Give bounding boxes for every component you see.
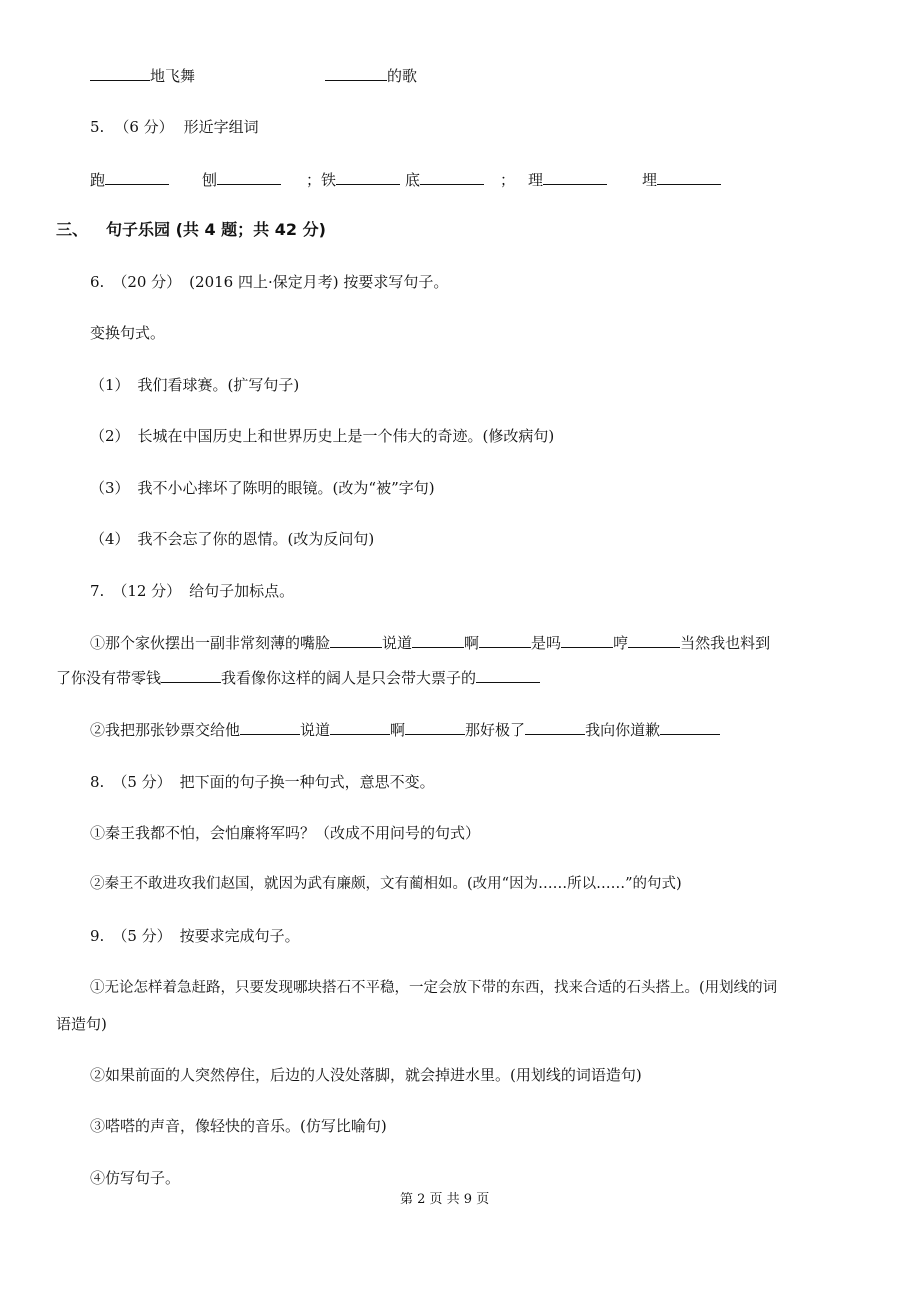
answer-blank[interactable] [476,668,540,683]
question-6-item [90,529,374,549]
question-score: （5 分） [112,927,172,945]
sentence-part: 是吗 [531,634,562,652]
sentence-part: 啊 [464,634,480,652]
top-fill-line-2 [325,66,417,86]
answer-blank[interactable] [657,170,721,185]
sentence-part: ②我把那张钞票交给他 [90,721,241,739]
item-text: 我不会忘了你的恩情。(改为反问句) [137,530,375,548]
answer-blank[interactable] [105,170,169,185]
item-number: （4） [90,530,130,548]
answer-blank[interactable] [217,170,281,185]
sentence-part: 啊 [390,721,406,739]
answer-blank[interactable] [161,668,221,683]
section-title: 句子乐园 (共 4 题；共 42 分) [106,220,326,239]
answer-blank[interactable] [330,633,382,648]
question-prompt: 形近字组词 [183,118,259,136]
question-7-header [90,581,294,601]
answer-blank[interactable] [525,720,585,735]
answer-blank[interactable] [325,66,387,81]
separator: ； [500,171,516,189]
question-number: 6. [90,273,105,291]
question-5-chars [202,170,281,190]
item-number: （2） [90,427,130,445]
sentence-part: ①那个家伙摆出一副非常刻薄的嘴脸 [90,634,331,652]
question-6-item [90,426,554,446]
answer-blank[interactable] [330,720,390,735]
char: 理 [528,171,544,189]
char: 跑 [90,171,106,189]
question-5-chars [642,170,721,190]
question-number: 8. [90,773,105,791]
question-prompt: (2016 四上·保定月考) 按要求写句子。 [189,273,449,291]
answer-blank[interactable] [90,66,150,81]
question-8-item: ①秦王我都不怕，会怕廉将军吗？（改成不用问号的句式） [90,824,481,842]
question-9-item: ①无论怎样着急赶路，只要发现哪块搭石不平稳，一定会放下带的东西，找来合适的石头搭上。(用划线的词 [90,980,778,996]
question-score: （6 分） [114,118,174,136]
sentence-part: 说道 [382,634,413,652]
question-5-chars [306,170,400,190]
answer-blank[interactable] [420,170,484,185]
question-6-header [90,272,448,292]
answer-blank[interactable] [628,633,680,648]
page-footer: 第 2 页 共 9 页 [400,1192,490,1207]
char: 刨 [202,171,218,189]
answer-blank[interactable] [336,170,400,185]
sentence-part: 当然我也料到 [680,634,771,652]
question-7-sentence-2 [90,720,720,740]
question-number: 5. [90,118,105,136]
question-9-item: ③嗒嗒的声音，像轻快的音乐。(仿写比喻句) [90,1117,387,1135]
question-number: 7. [90,582,105,600]
question-6-item [90,375,299,395]
answer-blank[interactable] [405,720,465,735]
sentence-part: 我看像你这样的阔人是只会带大票子的 [221,669,477,687]
item-text: 我不小心摔坏了陈明的眼镜。(改为“被”字句) [137,479,435,497]
question-9-item: ②如果前面的人突然停住，后边的人没处落脚，就会掉进水里。(用划线的词语造句) [90,1066,642,1084]
question-number: 9. [90,927,105,945]
question-5-header [90,117,259,137]
question-5-chars [500,170,515,190]
fill-text: 地飞舞 [150,67,196,85]
question-score: （5 分） [112,773,172,791]
item-number: （1） [90,376,130,394]
answer-blank[interactable] [561,633,613,648]
question-5-chars [405,170,484,190]
item-number: （3） [90,479,130,497]
question-9-item-cont: 语造句) [56,1015,107,1033]
sentence-part: 了你没有带零钱 [56,669,162,687]
section-number: 三、 [56,220,89,239]
char: ；铁 [306,171,337,189]
question-6-item [90,478,435,498]
question-prompt: 按要求完成句子。 [179,927,300,945]
top-fill-line [90,66,195,86]
item-text: 我们看球赛。(扩写句子) [137,376,300,394]
question-6-intro: 变换句式。 [90,324,166,342]
answer-blank[interactable] [479,633,531,648]
answer-blank[interactable] [543,170,607,185]
answer-blank[interactable] [660,720,720,735]
sentence-part: 我向你道歉 [585,721,661,739]
question-prompt: 把下面的句子换一种句式，意思不变。 [179,773,435,791]
question-prompt: 给句子加标点。 [189,582,295,600]
char: 埋 [642,171,658,189]
answer-blank[interactable] [412,633,464,648]
question-7-sentence-1 [90,633,770,653]
answer-blank[interactable] [240,720,300,735]
question-score: （20 分） [112,273,182,291]
sentence-part: 那好极了 [465,721,526,739]
section-heading [56,220,326,240]
sentence-part: 哼 [613,634,629,652]
question-8-header [90,772,435,792]
item-text: 长城在中国历史上和世界历史上是一个伟大的奇迹。(修改病句) [137,427,555,445]
question-8-item: ②秦王不敢进攻我们赵国，就因为武有廉颇，文有蔺相如。(改用“因为……所以……”的句式) [90,876,682,892]
sentence-part: 说道 [300,721,331,739]
question-5-chars [90,170,169,190]
question-5-chars [528,170,607,190]
fill-text: 的歌 [387,67,418,85]
char: 底 [405,171,421,189]
question-score: （12 分） [112,582,182,600]
question-9-header [90,926,300,946]
question-9-item: ④仿写句子。 [90,1169,181,1187]
question-7-sentence-1-cont [56,668,540,688]
